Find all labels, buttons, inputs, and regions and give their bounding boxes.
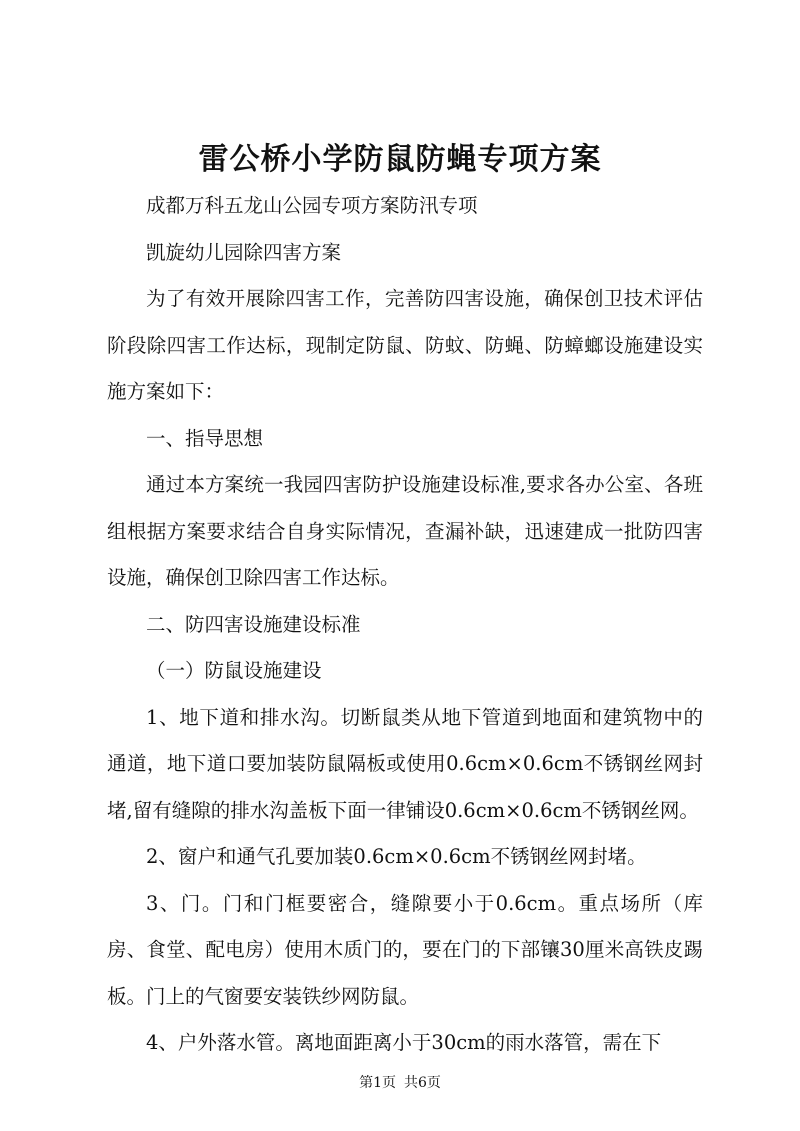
paragraph: 3、门。门和门框要密合，缝隙要小于0.6cm。重点场所（库房、食堂、配电房）使用木质门的，要在门的下部镶30厘米高铁皮踢板。门上的气窗要安装铁纱网防鼠。 — [107, 891, 703, 1008]
section-heading: 一、指导思想 — [146, 426, 264, 450]
document-title: 雷公桥小学防鼠防蝇专项方案 — [198, 142, 602, 177]
paragraph: 通过本方案统一我园四害防护设施建设标准,要求各办公室、各班组根据方案要求结合自身实际情况，查漏补缺，迅速建成一批防四害设施，确保创卫除四害工作达标。 — [107, 473, 703, 589]
page-total: 共6页 — [404, 1075, 441, 1091]
subsection-heading: （一）防鼠设施建设 — [146, 659, 322, 682]
page-number: 第1页 — [359, 1075, 396, 1091]
paragraph: 成都万科五龙山公园专项方案防汛专项 — [146, 194, 478, 217]
paragraph: 2、窗户和通气孔要加装0.6cm×0.6cm不锈钢丝网封堵。 — [146, 845, 647, 868]
document-body — [107, 183, 703, 1067]
paragraph: 1、地下道和排水沟。切断鼠类从地下管道到地面和建筑物中的通道，地下道口要加装防鼠隔板或使用0.6cm×0.6cm不锈钢丝网封堵,留有缝隙的排水沟盖板下面一律铺设0.6cm×0.6cm不锈钢丝网。 — [107, 705, 703, 822]
paragraph: 为了有效开展除四害工作，完善防四害设施，确保创卫技术评估阶段除四害工作达标，现制定防鼠、防蚊、防蝇、防蟑螂设施建设实施方案如下： — [107, 287, 703, 403]
paragraph: 凯旋幼儿园除四害方案 — [146, 240, 342, 264]
section-heading: 二、防四害设施建设标准 — [146, 612, 361, 636]
paragraph: 4、户外落水管。离地面距离小于30cm的雨水落管，需在下 — [146, 1031, 662, 1054]
page-footer — [0, 1073, 800, 1093]
